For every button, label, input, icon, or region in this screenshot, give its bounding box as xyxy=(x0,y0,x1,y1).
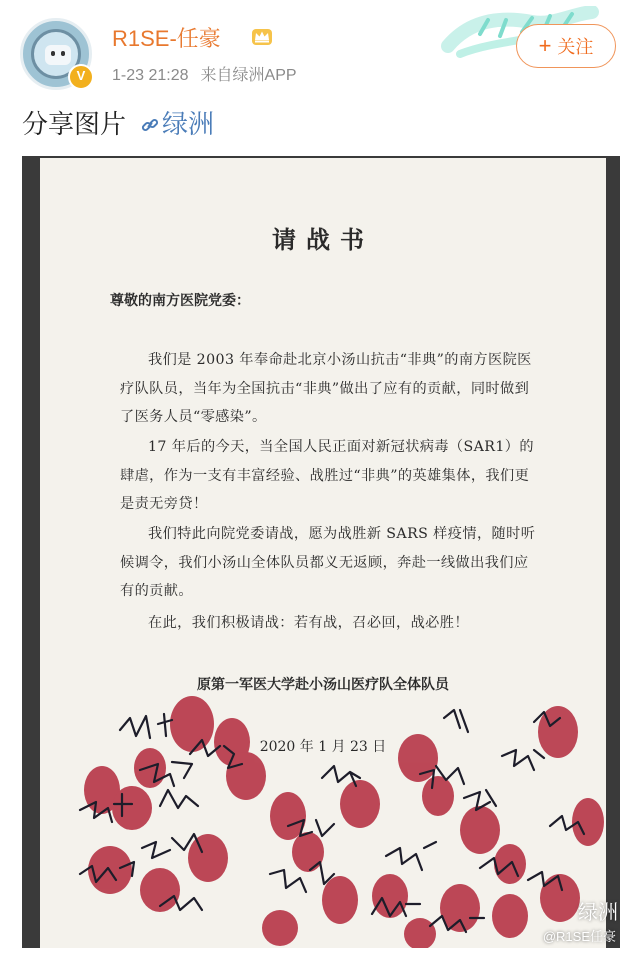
post-time: 1-23 21:28 xyxy=(112,67,189,84)
signature xyxy=(386,842,436,870)
follow-label: 关注 xyxy=(557,37,594,57)
signature xyxy=(322,766,360,786)
avatar-eye xyxy=(61,51,65,56)
petition-letter xyxy=(40,158,606,948)
post-body: 分享图片 xyxy=(22,109,127,139)
handwritten-signatures xyxy=(40,158,606,948)
signature xyxy=(140,762,192,786)
post-source[interactable]: 来自绿洲APP xyxy=(200,67,297,84)
signature xyxy=(80,862,134,882)
post-meta xyxy=(112,62,297,85)
document-paragraph: 我们特此向院党委请战，愿为战胜新 SARS 样疫情，随时听候调令，我们小汤山全体队员都义无返顾，奔赴一线做出我们应有的贡献。 xyxy=(120,526,536,599)
document-title: 请战书 xyxy=(272,225,374,254)
signature xyxy=(464,790,496,810)
document-signatory: 原第一军医大学赴小汤山医疗队全体队员 xyxy=(197,677,449,693)
signature xyxy=(534,712,560,726)
document-paragraph: 在此，我们积极请战：若有战，召必回，战必胜！ xyxy=(148,615,469,631)
signature xyxy=(80,794,132,822)
signature xyxy=(444,710,468,732)
signature xyxy=(420,766,464,788)
username[interactable]: R1SE-任豪 xyxy=(112,26,221,51)
signature xyxy=(372,898,420,916)
avatar-face xyxy=(45,45,71,65)
document-paragraph: 我们是 2003 年奉命赴北京小汤山抗击“非典”的南方医院医疗队队员，当年为全国抗击“非典”做出了应有的贡献，同时做到了医务人员“零感染”。 xyxy=(120,352,532,425)
signature xyxy=(270,862,334,892)
signature xyxy=(480,858,518,876)
watermark-handle: @R1SE任豪 xyxy=(542,929,616,944)
document-salutation: 尊敬的南方医院党委： xyxy=(110,293,250,309)
signature xyxy=(142,834,202,858)
signature xyxy=(288,820,334,836)
signature xyxy=(502,750,544,770)
link-icon xyxy=(140,115,160,135)
avatar-eye xyxy=(51,51,55,56)
verified-badge-icon: V xyxy=(68,64,94,90)
signature xyxy=(120,714,172,738)
signature xyxy=(550,816,584,834)
follow-button[interactable] xyxy=(516,24,616,68)
oasis-watermark: 绿洲 xyxy=(578,902,618,924)
oasis-link-label: 绿洲 xyxy=(162,109,215,139)
signature xyxy=(160,790,198,808)
plus-icon: + xyxy=(538,33,552,58)
document-paragraph: 17 年后的今天，当全国人民正面对新冠状病毒（SAR1）的肆虐，作为一支有丰富经验、战胜过“非典”的英雄集体，我们更是责无旁贷！ xyxy=(120,439,534,512)
signature xyxy=(160,896,202,910)
signature xyxy=(430,916,484,932)
post-text xyxy=(22,104,214,141)
oasis-link[interactable] xyxy=(140,109,214,139)
post-image[interactable] xyxy=(22,156,620,948)
signature xyxy=(190,740,242,768)
crown-icon xyxy=(251,26,273,46)
signature xyxy=(528,872,562,890)
document-date: 2020 年 1 月 23 日 xyxy=(259,739,387,755)
